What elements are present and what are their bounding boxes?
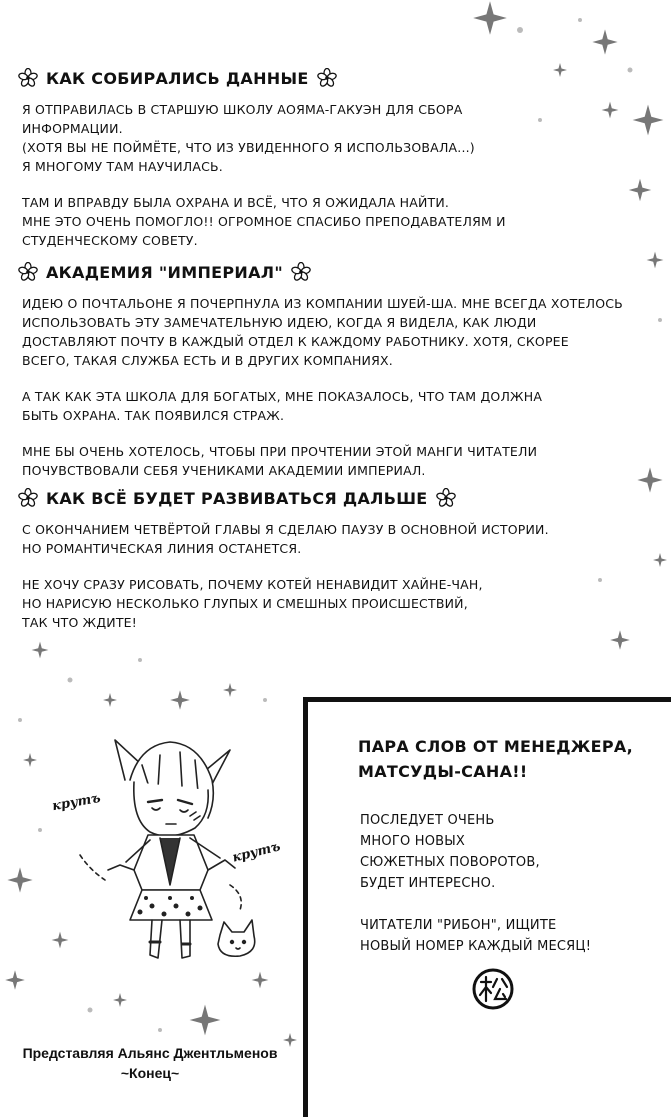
sfx-spin-text: крутъ [51, 790, 102, 815]
flower-icon [18, 262, 38, 282]
section-data-collection [18, 68, 506, 250]
flower-icon [291, 262, 311, 282]
section-heading-text: КАК СОБИРАЛИСЬ ДАННЫЕ [46, 68, 309, 88]
matsu-seal-icon [471, 967, 515, 1011]
chibi-character-illustration [30, 720, 300, 1000]
manager-note-title: ПАРА СЛОВ ОТ МЕНЕДЖЕРА, МАТСУДЫ-САНА!! [358, 737, 633, 781]
credits-group-name: Представляя Альянс Джентльменов [22, 1045, 278, 1061]
section-what-happens-next [18, 488, 549, 632]
sfx-spin-text: крутъ [230, 839, 282, 866]
paragraph: МНЕ БЫ ОЧЕНЬ ХОТЕЛОСЬ, ЧТОБЫ ПРИ ПРОЧТЕНИИ ЭТОЙ МАНГИ ЧИТАТЕЛИ ПОЧУВСТВОВАЛИ СЕБЯ УЧЕНИКАМИ АКАДЕМИИ ИМПЕРИАЛ. [22, 444, 538, 478]
flower-icon [317, 68, 337, 88]
manager-note-text: ПОСЛЕДУЕТ ОЧЕНЬ МНОГО НОВЫХ СЮЖЕТНЫХ ПОВОРОТОВ, БУДЕТ ИНТЕРЕСНО. ЧИТАТЕЛИ "РИБОН", ИЩИТЕ НОВЫЙ НОМЕР КАЖДЫЙ МЕСЯЦ! [360, 813, 592, 954]
paragraph: Я ОТПРАВИЛАСЬ В СТАРШУЮ ШКОЛУ АОЯМА-ГАКУЭН ДЛЯ СБОРА ИНФОРМАЦИИ. (ХОТЯ ВЫ НЕ ПОЙМЁТЕ, ЧТО ИЗ УВИДЕННОГО Я ИСПОЛЬЗОВАЛА...) Я МНОГОМУ ТАМ НАУЧИЛАСЬ. [22, 102, 475, 174]
credits-end-label: ~Конец~ [120, 1065, 180, 1081]
paragraph: НЕ ХОЧУ СРАЗУ РИСОВАТЬ, ПОЧЕМУ КОТЕЙ НЕНАВИДИТ ХАЙНЕ-ЧАН, НО НАРИСУЮ НЕСКОЛЬКО ГЛУПЫХ И СМЕШНЫХ ПРОИСШЕСТВИЙ, ТАК ЧТО ЖДИТЕ! [22, 577, 483, 630]
flower-icon [18, 488, 38, 508]
section-heading-text: КАК ВСЁ БУДЕТ РАЗВИВАТЬСЯ ДАЛЬШЕ [46, 488, 428, 508]
paragraph: ТАМ И ВПРАВДУ БЫЛА ОХРАНА И ВСЁ, ЧТО Я ОЖИДАЛА НАЙТИ. МНЕ ЭТО ОЧЕНЬ ПОМОГЛО!! ОГРОМНОЕ СПАСИБО ПРЕПОДАВАТЕЛЯМ И СТУДЕНЧЕСКОМУ СОВЕТУ. [22, 195, 506, 248]
section-imperial-academy [18, 262, 623, 480]
flower-icon [18, 68, 38, 88]
paragraph: С ОКОНЧАНИЕМ ЧЕТВЁРТОЙ ГЛАВЫ Я СДЕЛАЮ ПАУЗУ В ОСНОВНОЙ ИСТОРИИ. НО РОМАНТИЧЕСКАЯ ЛИНИЯ ОСТАНЕТСЯ. [22, 522, 549, 556]
paragraph: ИДЕЮ О ПОЧТАЛЬОНЕ Я ПОЧЕРПНУЛА ИЗ КОМПАНИИ ШУЕЙ-ША. МНЕ ВСЕГДА ХОТЕЛОСЬ ИСПОЛЬЗОВАТЬ ЭТУ ЗАМЕЧАТЕЛЬНУЮ ИДЕЮ, КОГДА Я ВИДЕЛА, КАК ЛЮДИ ДОСТАВЛЯЮТ ПОЧТУ В КАЖДЫЙ ОТДЕЛ К КАЖДОМУ РАБОТНИКУ. ХОТЯ, СКОРЕЕ ВСЕГО, ТАКАЯ СЛУЖБА ЕСТЬ И В ДРУГИХ КОМПАНИЯХ. [22, 296, 623, 368]
flower-icon [436, 488, 456, 508]
paragraph: А ТАК КАК ЭТА ШКОЛА ДЛЯ БОГАТЫХ, МНЕ ПОКАЗАЛОСЬ, ЧТО ТАМ ДОЛЖНА БЫТЬ ОХРАНА. ТАК ПОЯВИЛСЯ СТРАЖ. [22, 389, 543, 423]
section-heading [18, 262, 623, 282]
section-heading [18, 488, 549, 508]
section-heading [18, 68, 506, 88]
section-heading-text: АКАДЕМИЯ "ИМПЕРИАЛ" [46, 262, 284, 282]
manager-note-box [303, 697, 671, 1117]
credits [0, 1043, 300, 1083]
